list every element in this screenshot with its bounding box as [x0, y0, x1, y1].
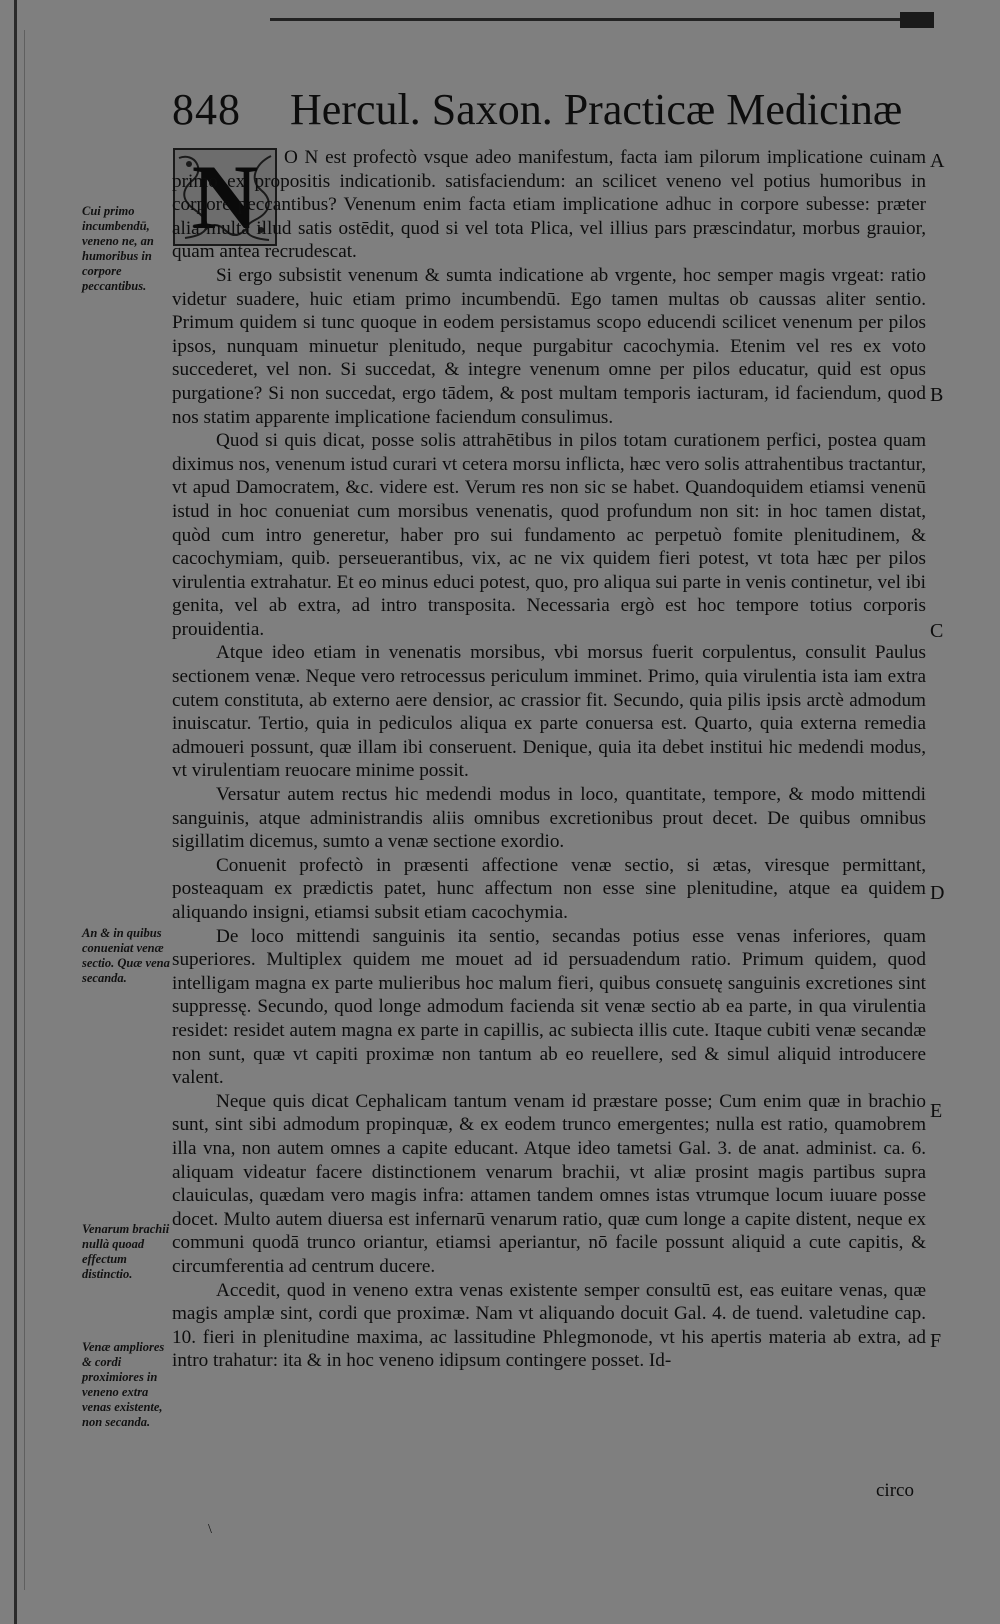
- stray-mark: \: [208, 1522, 212, 1537]
- paragraph: Conuenit profectò in præsenti affectione venæ sectio, si ætas, viresque permittant, posteaquam ex prædictis patet, hunc affectum non esse sine plenitudine, atque ea quidem aliquando insigni, etiamsi subsit etiam cacochymia.: [172, 854, 926, 923]
- paragraph: O N est profectò vsque adeo manifestum, facta iam pilorum implicatione cuinam primo ex propositis indicationib. satisfaciendum: an scilicet veneno vel potius humoribus in corpore peccantibus? Venenum enim facta etiam implicatione adhuc in corpore subesse: præter alia multa illud satis ostēdit, quod si vel tota Plica, vel illius pars præscindatur, morbus grauior, quam antea recrudescat.: [172, 147, 926, 263]
- section-letter: F: [930, 1330, 942, 1352]
- main-text: [172, 146, 926, 1373]
- paragraph: Accedit, quod in veneno extra venas existente semper consultū est, eas euitare venas, quæ magis amplæ sint, cordi que proximæ. Nam vt aliquando docuit Gal. 4. de tuend. valetudine cap. 10. fieri in plenitudine maxima, ac lassitudine Phlegmonode, vt his apertis materia ab extra, ad intro trahatur: ita & in hoc veneno idipsum contingere posset. Id-: [172, 1279, 926, 1372]
- marginal-note: An & in quibus conueniat venæ sectio. Quæ vena secanda.: [82, 926, 170, 985]
- section-letter: B: [930, 384, 944, 406]
- paragraph: Versatur autem rectus hic medendi modus in loco, quantitate, tempore, & modo mittendi sanguinis, atque administrandis aliis omnibus excretionibus prout decet. De quibus omnibus sigillatim dicemus, sumto a venæ sectione exordio.: [172, 784, 926, 853]
- marginal-note: Venæ ampliores & cordi proximiores in veneno extra venas existente, non secanda.: [82, 1340, 165, 1429]
- section-letter: A: [930, 150, 945, 172]
- paragraph: Atque ideo etiam in venenatis morsibus, vbi morsus fuerit corpulentus, consulit Paulus sectionem venæ. Neque vero retrocessus periculum imminet. Primo, quia virulentia ista iam extra cutem constituta, ab externo aere densior, ac crassior fit. Secundo, quia pilis ipsis arctè admodum inuiscatur. Tertio, quia in pediculos aliqua ex parte conuersa est. Quarto, quia externa remedia admoueri possunt, quæ illam ibi conseruent. Denique, quia ita debet institui hic medendi modus, vt virulentiam reuocare minime possit.: [172, 642, 926, 782]
- catchword: circo: [876, 1480, 914, 1501]
- scan-top-rule: [270, 18, 930, 21]
- running-title: Hercul. Saxon. Practicæ Medicinæ: [290, 85, 903, 134]
- section-letter: C: [930, 620, 944, 642]
- paragraph: Si ergo subsistit venenum & sumta indicatione ab vrgente, hoc semper magis vrgeat: ratio videtur suadere, huic etiam primo incumbendū. Ego tamen multas ob caussas aliter sentio. Primum quidem si tunc quoque in eodem persistamus scopo educendi scilicet venenum per pilos ipsos, nunquam minuetur plenitudo, neque purgabitur cacochymia. Etenim vel res ex voto succederet, vel non. Si succedat, & integre venenum omne per pilos educatur, quid est opus purgatione? Si non succedat, ergo tādem, & post multam temporis iacturam, id faciendum, quod nos statim apparente implicatione faciendum consulimus.: [172, 264, 926, 428]
- marginal-note: Venarum brachii nullà quoad effectum distinctio.: [82, 1222, 170, 1281]
- paragraph: Neque quis dicat Cephalicam tantum venam id præstare posse; Cum enim quæ in brachio sunt, sint sibi admodum propinquæ, & ex eodem trunco emergentes; nulla est ratio, quamobrem illa vna, non autem omnes a capite educant. Atque ideo tametsi Gal. 3. de anat. administ. ca. 6. aliquam videatur facere distinctionem venarum brachii, vt aliæ prosint magis partibus supra clauiculas, quædam vero magis infra: attamen tandem omnes istas vtrumque locum iuuare posse docet. Multo autem diuersa est infernarū venarum ratio, quæ cum longe a capite distent, neque ex communi quodā trunco oriantur, etiamsi aperiantur, nō facile possunt aliquid a cute capitis, & circumferentia ad centrum ducere.: [172, 1090, 926, 1277]
- paragraph: Quod si quis dicat, posse solis attrahētibus in pilos totam curationem perfici, postea quam diximus nos, venenum istud curari vt cetera morsu inflicta, hæc vero solis attrahentibus tractantur, vt apud Damocratem, &c. videre est. Verum res non sic se habet. Quandoquidem etiamsi venenū istud in hoc conueniat cum morsibus venenatis, quod profundum non sit: in hoc tamen distat, quòd cum intro generetur, haber pro sui fundamento ac perpetuò fomite plenitudinem, & cacochymiam, quib. perseuerantibus, vix, ac ne vix quidem fieri potest, vt tota hæc per pilos virulentia extrahatur. Et eo minus educi potest, quo, pro aliqua sui parte in venis continetur, vel ibi genita, vel ab extra, ad intro transposita. Necessaria ergò est hoc tempore totius corporis prouidentia.: [172, 430, 926, 640]
- section-letter: D: [930, 882, 945, 904]
- binding-shadow: [14, 0, 17, 1624]
- binding-edge: [24, 30, 25, 1590]
- marginal-note: Cui primo incumbendū, veneno ne, an humoribus in corpore peccantibus.: [82, 204, 154, 293]
- page-number: 848: [172, 85, 241, 134]
- initial-letter: N: [191, 148, 259, 246]
- page-header: [172, 84, 903, 140]
- paragraph: De loco mittendi sanguinis ita sentio, secandas potius esse venas inferiores, quam superiores. Multiplex quidem me mouet ad id persuadendum ratio. Primum quidem, quod intelligam magna ex parte mulieribus hoc malum fieri, quibus consuetę sanguinis excretiones sint suppressę. Secundo, quod longe admodum facienda sit venæ sectio ab ea parte, in qua virulentia residet: residet autem magna ex parte in capillis, ac subiecta illis cute. Itaque cubiti venæ secandæ non sunt, quæ vt capiti proximæ non tantum ab eo reuellere, sed & simul aliquid introducere valent.: [172, 925, 926, 1089]
- scan-corner-mark: [900, 12, 934, 28]
- section-letter: E: [930, 1100, 943, 1122]
